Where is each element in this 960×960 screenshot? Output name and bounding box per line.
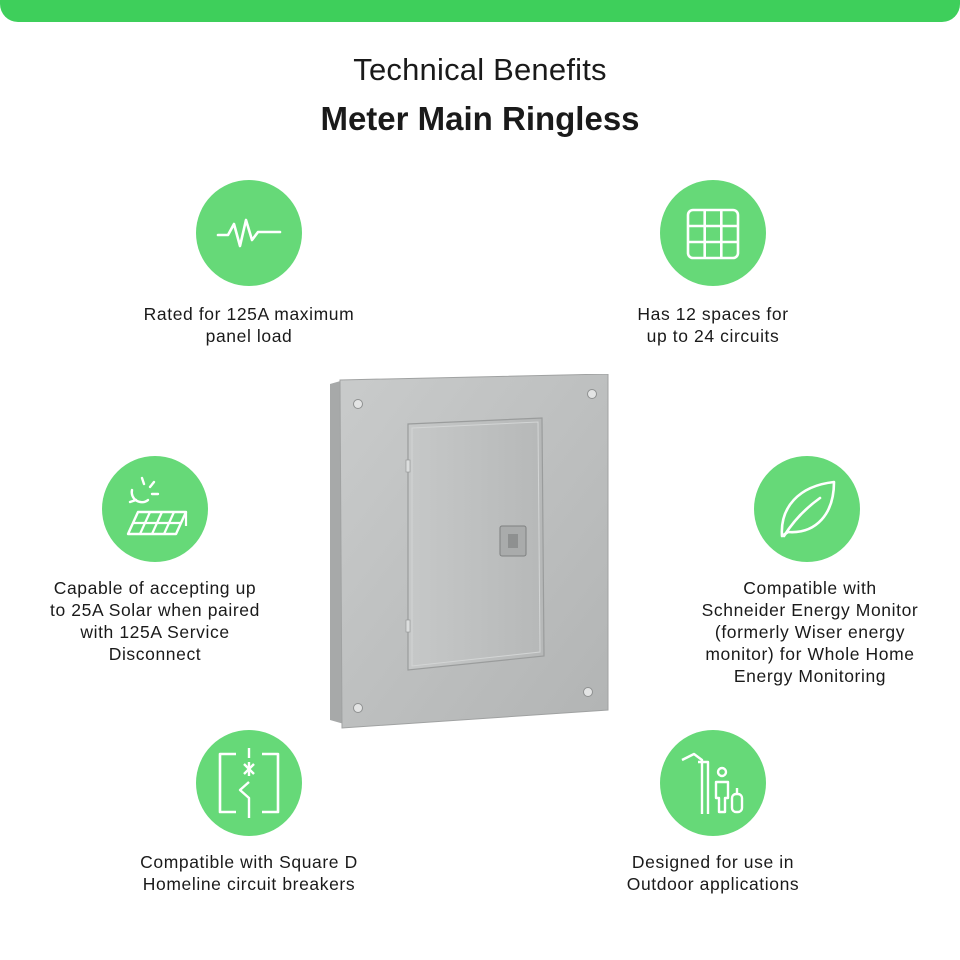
benefit-text-spaces: Has 12 spaces for up to 24 circuits	[637, 304, 789, 346]
grid-icon	[660, 180, 766, 286]
benefit-circle-breakers	[196, 730, 302, 836]
product-image-load-center	[330, 374, 612, 730]
load-center-panel	[330, 374, 612, 730]
leaf-icon	[754, 456, 860, 562]
benefit-text-energy-monitor: Compatible with Schneider Energy Monitor (formerly Wiser energy monitor) for Whole Home Energy Monitoring	[701, 578, 919, 686]
benefit-circle-energy-monitor	[754, 456, 860, 562]
benefit-circle-load	[196, 180, 302, 286]
page-subtitle: Meter Main Ringless	[320, 100, 640, 137]
benefit-text-breakers: Compatible with Square D Homeline circuit breakers	[140, 852, 358, 894]
benefit-text-solar: Capable of accepting up to 25A Solar when paired with 125A Service Disconnect	[50, 578, 260, 664]
circuit-breaker-icon	[196, 730, 302, 836]
top-accent-bar	[0, 0, 960, 22]
benefit-circle-solar	[102, 456, 208, 562]
outdoor-person-icon	[660, 730, 766, 836]
benefit-text-load: Rated for 125A maximum panel load	[143, 304, 355, 346]
page-title: Technical Benefits	[353, 52, 607, 87]
benefit-circle-spaces	[660, 180, 766, 286]
solar-panel-icon	[102, 456, 208, 562]
benefit-circle-outdoor	[660, 730, 766, 836]
waveform-icon	[196, 180, 302, 286]
benefit-text-outdoor: Designed for use in Outdoor applications	[626, 852, 800, 894]
